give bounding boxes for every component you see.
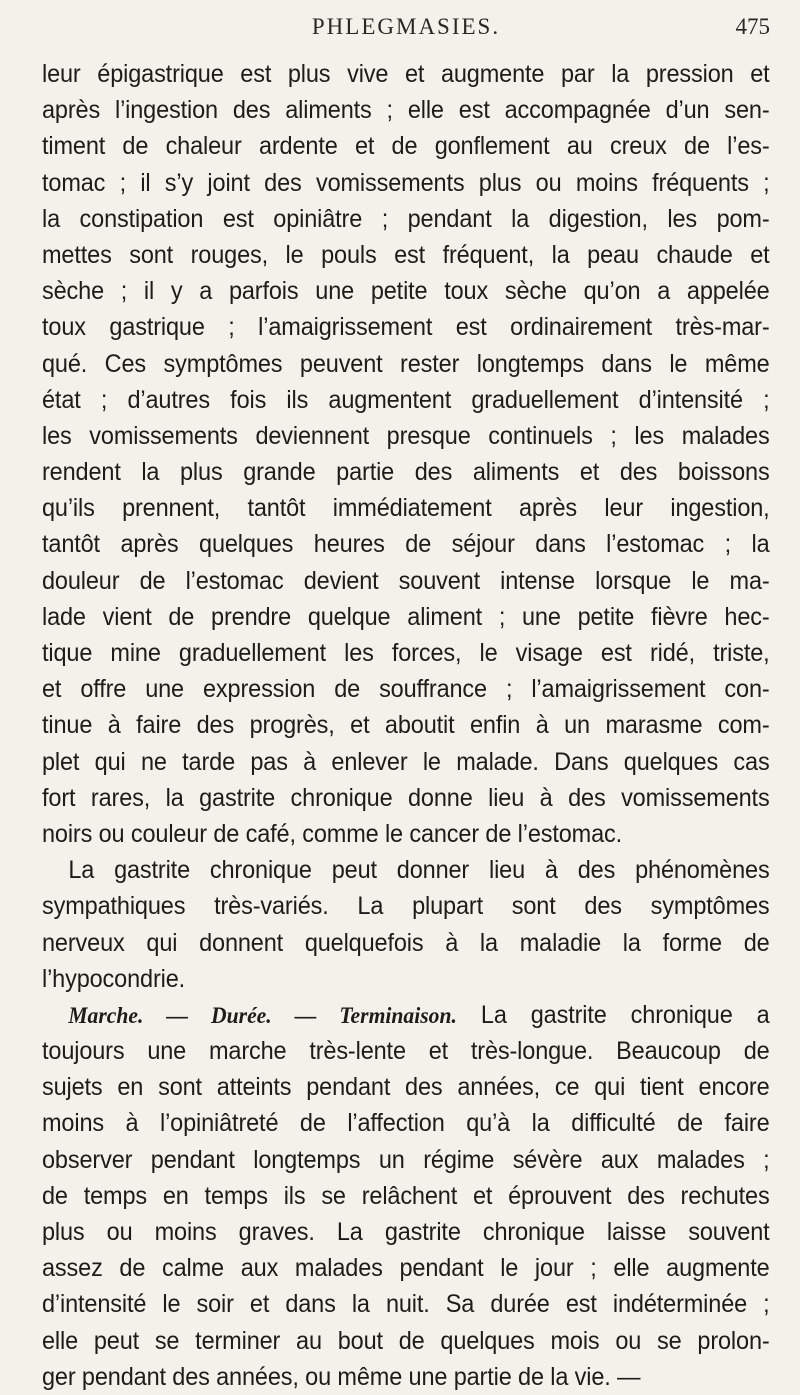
paragraph-symptoms bbox=[42, 56, 770, 852]
text-line: sympathiques très-variés. La plupart sont des symptômes bbox=[42, 892, 770, 921]
text-line: les vomissements deviennent presque continuels ; les malades bbox=[42, 421, 770, 450]
text-line: sèche ; il y a parfois une petite toux sèche qu’on a appelée bbox=[42, 277, 770, 306]
text-line: de temps en temps ils se relâchent et éprouvent des rechutes bbox=[42, 1181, 770, 1210]
paragraph-course-duration bbox=[42, 997, 770, 1395]
text-line: timent de chaleur ardente et de gonflement au creux de l’es- bbox=[42, 132, 770, 161]
paragraph-sympathetic-phenomena bbox=[42, 852, 770, 997]
text-line: plet qui ne tarde pas à enlever le malade. Dans quelques cas bbox=[42, 747, 770, 776]
section-first-line-text: La gastrite chronique a bbox=[456, 1000, 770, 1029]
section-heading: Marche. — Durée. — Terminaison. bbox=[68, 1002, 457, 1028]
text-line: La gastrite chronique peut donner lieu à des phénomènes bbox=[68, 856, 770, 885]
text-line: douleur de l’estomac devient souvent intense lorsque le ma- bbox=[42, 566, 770, 595]
text-line: qué. Ces symptômes peuvent rester longtemps dans le même bbox=[42, 349, 770, 378]
text-line: plus ou moins graves. La gastrite chronique laisse souvent bbox=[42, 1218, 770, 1246]
text-line: tique mine graduellement les forces, le visage est ridé, triste, bbox=[42, 639, 770, 667]
text-line: tinue à faire des progrès, et aboutit enfin à un marasme com- bbox=[42, 711, 770, 740]
page-number: 475 bbox=[735, 14, 770, 39]
text-line: tomac ; il s’y joint des vomissements plus ou moins fréquents ; bbox=[42, 168, 770, 197]
text-line: leur épigastrique est plus vive et augmente par la pression et bbox=[42, 60, 770, 88]
text-line: après l’ingestion des aliments ; elle est accompagnée d’un sen- bbox=[42, 96, 770, 125]
text-line: la constipation est opiniâtre ; pendant la digestion, les pom- bbox=[42, 204, 770, 233]
text-line: fort rares, la gastrite chronique donne lieu à des vomissements bbox=[42, 783, 770, 812]
body-text bbox=[42, 56, 770, 1395]
text-line: tantôt après quelques heures de séjour dans l’estomac ; la bbox=[42, 530, 770, 559]
section-first-line bbox=[42, 997, 770, 1033]
text-line: moins à l’opiniâtreté de l’affection qu’à la difficulté de faire bbox=[42, 1109, 770, 1138]
text-line: rendent la plus grande partie des aliments et des boissons bbox=[42, 458, 770, 487]
running-head bbox=[42, 14, 770, 48]
running-title: PHLEGMASIES. bbox=[311, 14, 501, 39]
text-line: toujours une marche très-lente et très-longue. Beaucoup de bbox=[42, 1037, 770, 1066]
text-line: l’hypocondrie. bbox=[42, 964, 186, 993]
text-line: nerveux qui donnent quelquefois à la maladie la forme de bbox=[42, 928, 770, 957]
text-line: d’intensité le soir et dans la nuit. Sa durée est indéterminée ; bbox=[42, 1290, 770, 1319]
text-line: toux gastrique ; l’amaigrissement est ordinairement très-mar- bbox=[42, 313, 770, 342]
text-line: mettes sont rouges, le pouls est fréquent, la peau chaude et bbox=[42, 240, 770, 269]
text-line: lade vient de prendre quelque aliment ; une petite fièvre hec- bbox=[42, 602, 770, 631]
text-line: et offre une expression de souffrance ; l’amaigrissement con- bbox=[42, 675, 770, 704]
text-line: état ; d’autres fois ils augmentent graduellement d’intensité ; bbox=[42, 385, 770, 414]
text-line: qu’ils prennent, tantôt immédiatement après leur ingestion, bbox=[42, 494, 770, 523]
text-line: observer pendant longtemps un régime sévère aux malades ; bbox=[42, 1145, 770, 1174]
text-line: noirs ou couleur de café, comme le cancer de l’estomac. bbox=[42, 819, 623, 848]
text-line: sujets en sont atteints pendant des années, ce qui tient encore bbox=[42, 1073, 770, 1102]
text-line: assez de calme aux malades pendant le jour ; elle augmente bbox=[42, 1254, 770, 1283]
text-line: ger pendant des années, ou même une partie de la vie. — bbox=[42, 1362, 641, 1391]
text-line: elle peut se terminer au bout de quelques mois ou se prolon- bbox=[42, 1326, 770, 1355]
